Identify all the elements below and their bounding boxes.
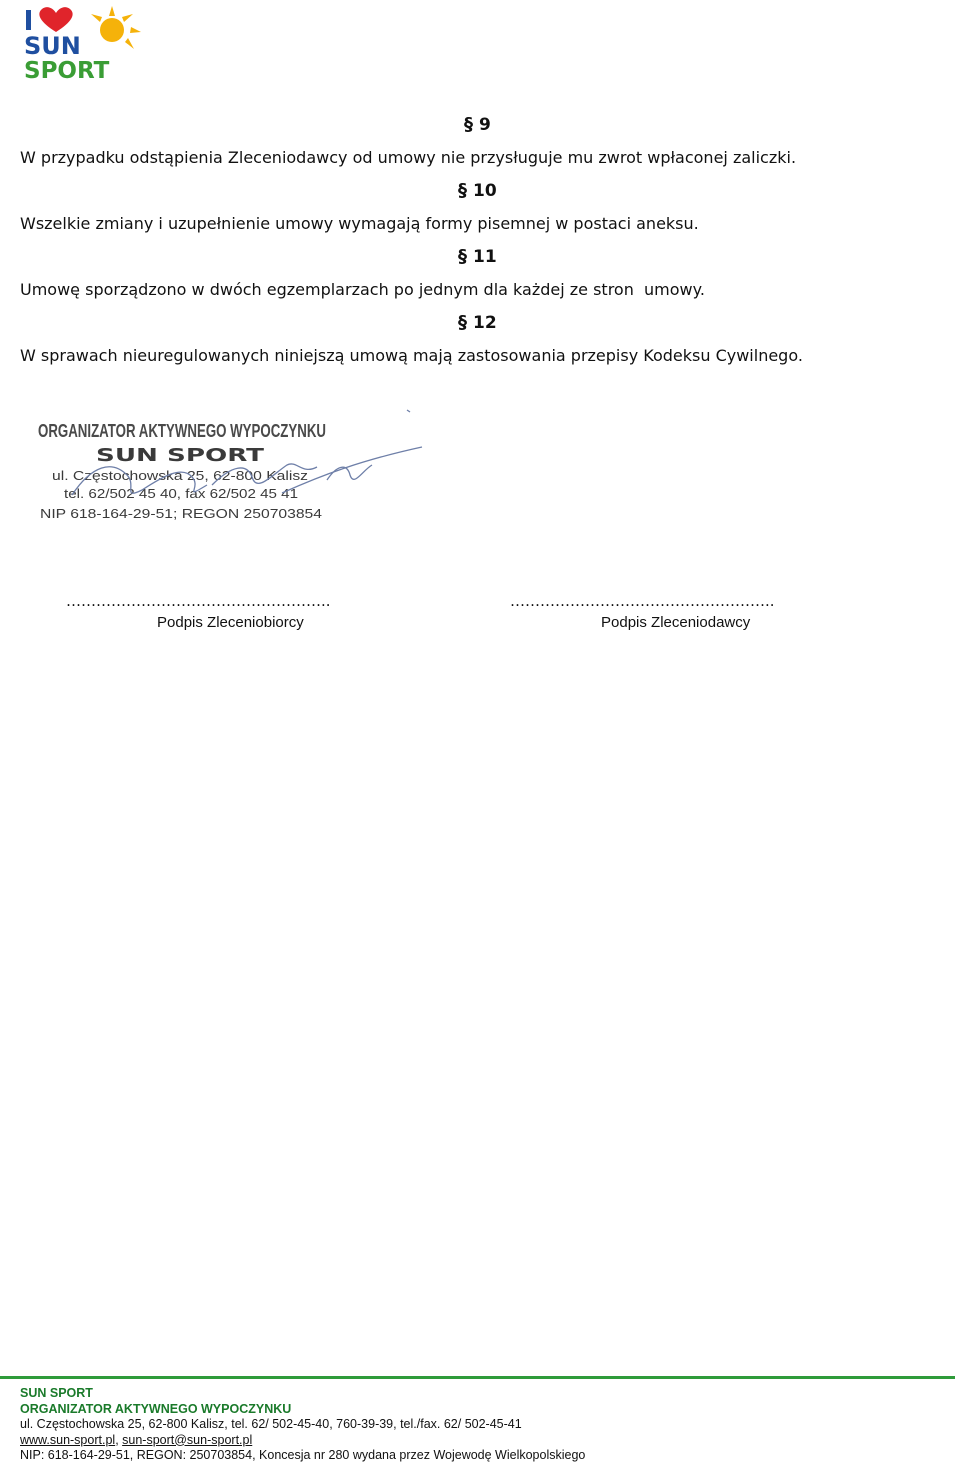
- footer-address: ul. Częstochowska 25, 62-800 Kalisz, tel. 62/ 502-45-40, 760-39-39, tel./fax. 62/ 502-45-41: [20, 1417, 522, 1431]
- section-text-10: Wszelkie zmiany i uzupełnienie umowy wymagają formy pisemnej w postaci aneksu.: [20, 214, 699, 233]
- footer-link-separator: ,: [115, 1432, 123, 1447]
- section-text-11: Umowę sporządzono w dwóch egzemplarzach po jednym dla każdej ze stron umowy.: [20, 280, 705, 299]
- section-symbol: §: [458, 180, 467, 201]
- footer-email-link[interactable]: sun-sport@sun-sport.pl: [122, 1432, 253, 1447]
- section-symbol: §: [464, 114, 473, 135]
- heart-icon: [39, 7, 72, 32]
- sun-icon: [91, 6, 141, 49]
- section-number: 12: [473, 313, 497, 333]
- section-heading-10: [458, 180, 497, 201]
- stamp-line-1: ORGANIZATOR AKTYWNEGO WYPOCZYNKU: [38, 421, 326, 441]
- section-number: 9: [479, 115, 491, 135]
- logo-word-sun: SUN: [24, 32, 81, 60]
- signature-line-left: ……………………………………………..: [66, 592, 331, 610]
- logo-letter-i: [26, 10, 31, 30]
- logo-graphic: [20, 2, 150, 82]
- stamp-line-5: NIP 618-164-29-51; REGON 250703854: [40, 506, 322, 521]
- section-number: 10: [473, 181, 497, 201]
- footer-registry: NIP: 618-164-29-51, REGON: 250703854, Koncesja nr 280 wydana przez Wojewodę Wielkopolskiego: [20, 1448, 586, 1462]
- signature-label-left: Podpis Zleceniobiorcy: [157, 614, 304, 631]
- section-number: 11: [473, 247, 497, 267]
- footer-company: SUN SPORT: [20, 1386, 93, 1400]
- stamp-line-4: tel. 62/502 45 40, fax 62/502 45 41: [64, 486, 298, 501]
- footer-divider: [0, 1376, 955, 1379]
- section-text-9: W przypadku odstąpienia Zleceniodawcy od umowy nie przysługuje mu zwrot wpłaconej zaliczki.: [20, 148, 797, 167]
- signature-line-right: ……………………………………………..: [510, 592, 775, 610]
- footer-website-link[interactable]: www.sun-sport.pl: [20, 1432, 116, 1447]
- section-heading-11: [458, 246, 497, 267]
- footer-tagline: ORGANIZATOR AKTYWNEGO WYPOCZYNKU: [20, 1401, 292, 1416]
- logo-word-sport: SPORT: [24, 58, 110, 82]
- stamp-line-3: ul. Częstochowska 25, 62-800 Kalisz: [52, 468, 308, 483]
- section-text-12: W sprawach nieuregulowanych niniejszą umową mają zastosowania przepisy Kodeksu Cywilnego.: [20, 346, 803, 365]
- signature-label-right: Podpis Zleceniodawcy: [601, 614, 751, 631]
- stamp-graphic: [32, 405, 432, 535]
- company-stamp: [32, 405, 432, 535]
- footer-links: [20, 1433, 585, 1449]
- section-heading-9: [464, 114, 491, 135]
- section-symbol: §: [458, 312, 467, 333]
- sun-sport-logo: [20, 2, 150, 82]
- footer: [20, 1386, 585, 1464]
- section-heading-12: [458, 312, 497, 333]
- section-symbol: §: [458, 246, 467, 267]
- stamp-line-2: SUN SPORT: [96, 445, 266, 466]
